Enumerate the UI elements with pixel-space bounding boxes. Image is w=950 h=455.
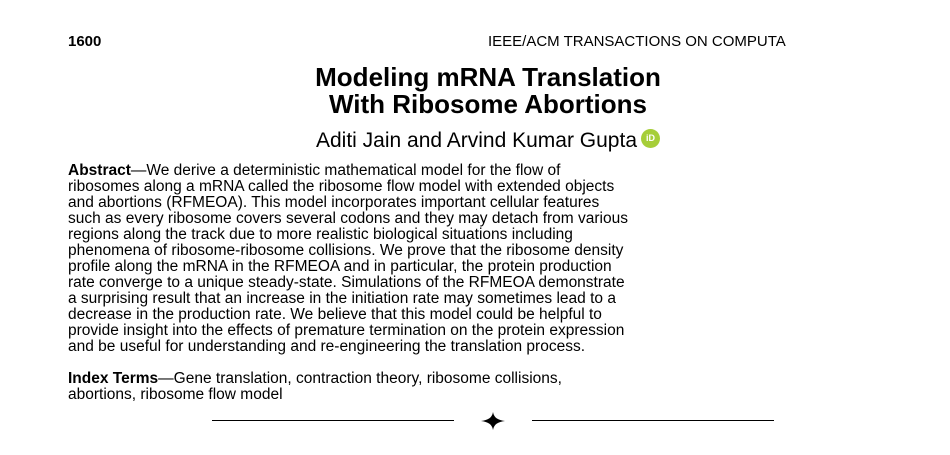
page-number: 1600 <box>68 33 102 50</box>
index-terms-line: abortions, ribosome flow model <box>68 386 283 403</box>
abstract-line: decrease in the production rate. We believe that this model could be helpful to <box>68 306 602 323</box>
index-terms-text: —Gene translation, contraction theory, ribosome collisions, <box>158 370 562 387</box>
abstract-line: and be useful for understanding and re-engineering the translation process. <box>68 338 586 355</box>
divider-left <box>212 420 454 421</box>
abstract-line <box>68 163 910 179</box>
authors: Aditi Jain and Arvind Kumar Gupta <box>315 129 637 152</box>
title-line-2: With Ribosome Abortions <box>328 89 647 119</box>
orcid-icon[interactable]: iD <box>641 129 660 148</box>
abstract-line: profile along the mRNA in the RFMEOA and in particular, the protein production <box>68 258 612 275</box>
divider-right <box>532 420 774 421</box>
index-terms-line <box>68 371 910 387</box>
abstract-line: such as every ribosome covers several codons and they may detach from various <box>68 210 628 227</box>
diamond-ornament-icon <box>481 412 505 430</box>
index-terms <box>68 371 910 403</box>
abstract <box>68 163 910 355</box>
abstract-line: rate converge to a unique steady-state. Simulations of the RFMEOA demonstrate <box>68 274 625 291</box>
abstract-line: ribosomes along a mRNA called the ribosome flow model with extended objects <box>68 178 615 195</box>
title-line-1: Modeling mRNA Translation <box>315 62 661 92</box>
abstract-line: regions along the track due to more realistic biological situations including <box>68 226 573 243</box>
paper-title <box>68 64 908 118</box>
abstract-text: —We derive a deterministic mathematical model for the flow of <box>130 162 561 179</box>
abstract-line: phenomena of ribosome-ribosome collisions. We prove that the ribosome density <box>68 242 624 259</box>
abstract-line: provide insight into the effects of premature termination on the protein expression <box>68 322 625 339</box>
author-line <box>68 128 908 154</box>
abstract-label: Abstract <box>68 162 131 179</box>
journal-name: IEEE/ACM TRANSACTIONS ON COMPUTA <box>488 33 786 50</box>
abstract-line: and abortions (RFMEOA). This model incorporates important cellular features <box>68 194 600 211</box>
abstract-line: a surprising result that an increase in the initiation rate may sometimes lead to a <box>68 290 616 307</box>
index-terms-label: Index Terms <box>68 370 159 387</box>
